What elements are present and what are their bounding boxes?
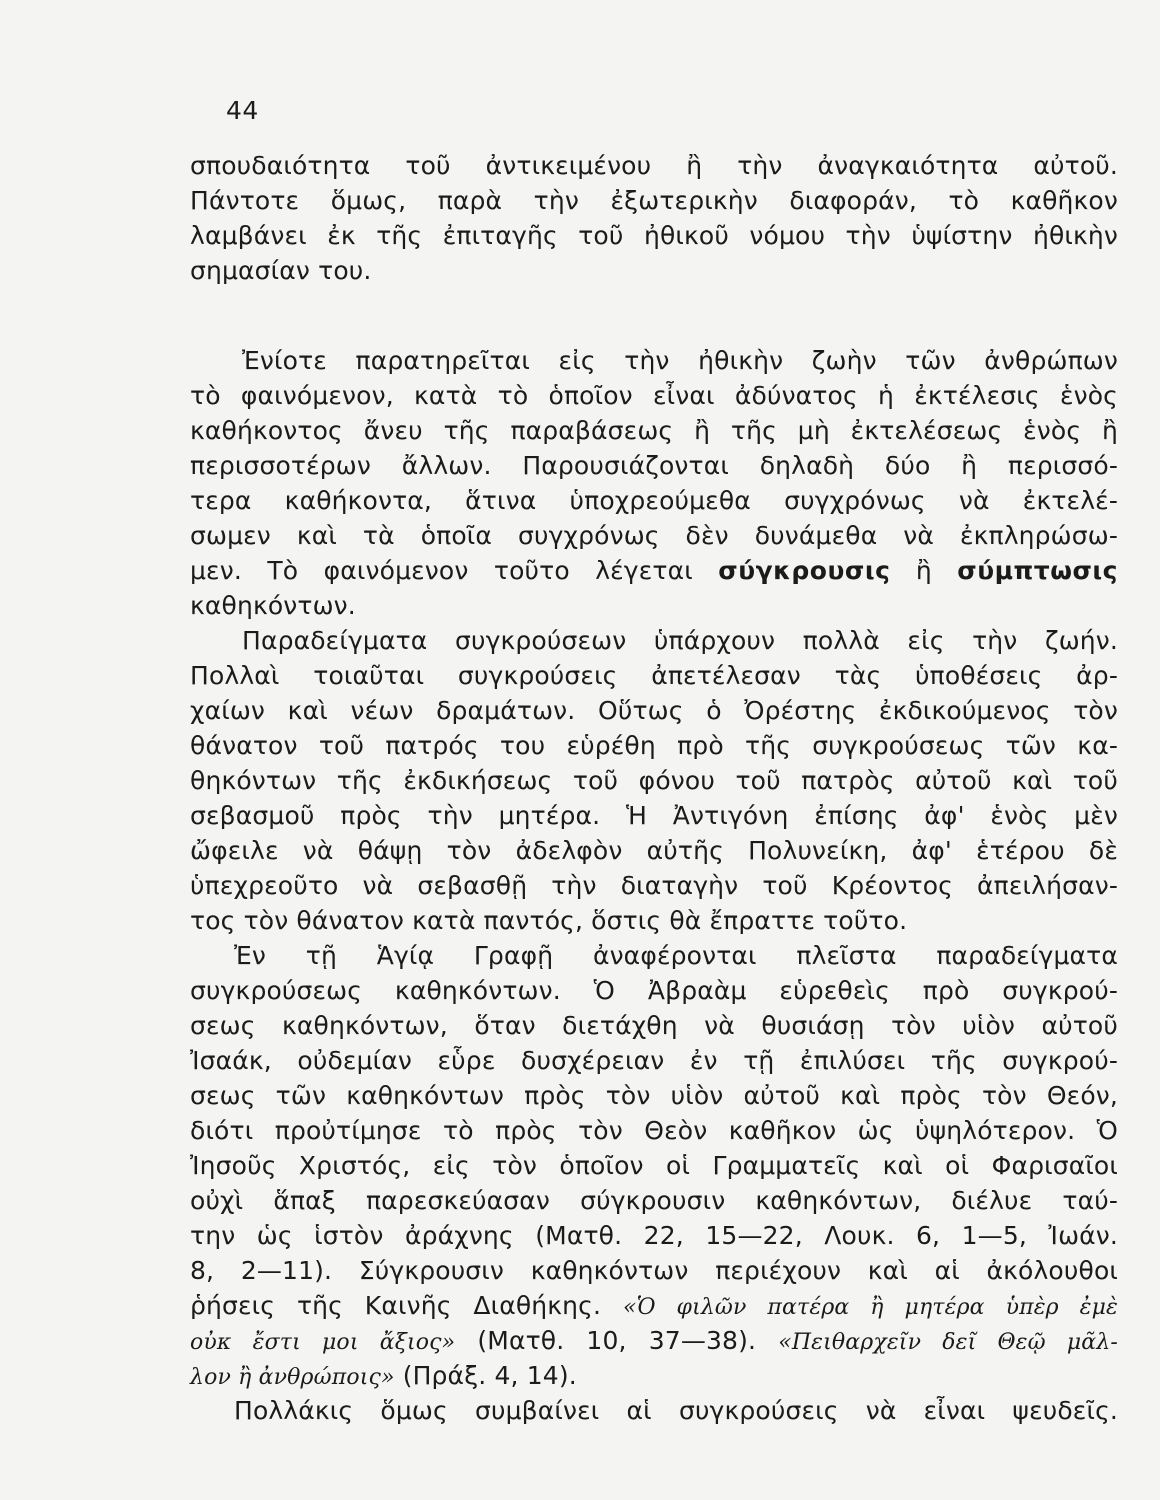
text-line: Πάντοτε ὅμως, παρὰ τὴν ἐξωτερικὴν διαφοράν, τὸ καθῆκον [190, 186, 1118, 215]
text-line: Ἐν τῇ Ἁγίᾳ Γραφῇ ἀναφέρονται πλεῖστα παραδείγματα [234, 941, 1118, 970]
text-line: ὤφειλε νὰ θάψῃ τὸν ἀδελφὸν αὐτῆς Πολυνείκη, ἀφ' ἑτέρου δὲ [190, 836, 1118, 865]
quote-italic: οὐκ ἔστι μοι ἄξιος» [190, 1330, 456, 1355]
text-line: καθηκόντων. [190, 591, 356, 620]
text-line: σπουδαιότητα τοῦ ἀντικειμένου ἢ τὴν ἀναγκαιότητα αὐτοῦ. [190, 151, 1118, 180]
text-line: διότι προὐτίμησε τὸ πρὸς τὸν Θεὸν καθῆκον ὡς ὑψηλότερον. Ὁ [190, 1116, 1118, 1145]
body-text [190, 148, 1118, 1428]
text-fragment: ῥήσεις τῆς Καινῆς Διαθήκης. [190, 1291, 623, 1320]
text-line: σημασίαν του. [190, 256, 372, 285]
text-line: περισσοτέρων ἄλλων. Παρουσιάζονται δηλαδὴ δύο ἢ περισσό- [190, 451, 1118, 480]
text-line: οὐχὶ ἅπαξ παρεσκεύασαν σύγκρουσιν καθηκόντων, διέλυε ταύ- [190, 1186, 1118, 1215]
text-line: Πολλαὶ τοιαῦται συγκρούσεις ἀπετέλεσαν τὰς ὑποθέσεις ἀρ- [190, 661, 1118, 690]
quote-italic: λον ἢ ἀνθρώποις» [190, 1365, 395, 1390]
text-line: καθήκοντος ἄνευ τῆς παραβάσεως ἢ τῆς μὴ ἐκτελέσεως ἑνὸς ἢ [190, 416, 1118, 445]
text-fragment: ἢ [890, 556, 958, 585]
paragraph-gap [190, 288, 1118, 343]
paragraph-2 [190, 343, 1118, 623]
text-line: Ἰησοῦς Χριστός, εἰς τὸν ὁποῖον οἱ Γραμματεῖς καὶ οἱ Φαρισαῖοι [190, 1151, 1118, 1180]
page-number: 44 [226, 96, 259, 125]
text-line: Ἐνίοτε παρατηρεῖται εἰς τὴν ἠθικὴν ζωὴν τῶν ἀνθρώπων [242, 346, 1118, 375]
text-line [190, 1288, 1118, 1323]
text-line: θάνατον τοῦ πατρός του εὑρέθη πρὸ τῆς συγκρούσεως τῶν κα- [190, 731, 1118, 760]
term-sygkrousis: σύγκρουσις [718, 556, 891, 585]
text-line: λαμβάνει ἐκ τῆς ἐπιταγῆς τοῦ ἠθικοῦ νόμου τὴν ὑψίστην ἠθικὴν [190, 221, 1118, 250]
quote-italic: «Πειθαρχεῖν δεῖ Θεῷ μᾶλ- [778, 1330, 1118, 1355]
text-line: τὸ φαινόμενον, κατὰ τὸ ὁποῖον εἶναι ἀδύνατος ἡ ἐκτέλεσις ἑνὸς [190, 381, 1118, 410]
text-line [190, 1358, 1118, 1393]
text-line: Παραδείγματα συγκρούσεων ὑπάρχουν πολλὰ εἰς τὴν ζωήν. [242, 626, 1118, 655]
text-fragment: μεν. Τὸ φαινόμενον τοῦτο λέγεται [190, 556, 719, 585]
text-line: τερα καθήκοντα, ἅτινα ὑποχρεούμεθα συγχρόνως νὰ ἐκτελέ- [190, 486, 1118, 515]
text-line: ὑπεχρεοῦτο νὰ σεβασθῇ τὴν διαταγὴν τοῦ Κρέοντος ἀπειλήσαν- [190, 871, 1118, 900]
text-line [190, 553, 1118, 588]
text-line: σωμεν καὶ τὰ ὁποῖα συγχρόνως δὲν δυνάμεθα νὰ ἐκπληρώσω- [190, 521, 1118, 550]
term-symptosis: σύμπτωσις [957, 556, 1118, 585]
quote-italic: «Ὁ φιλῶν πατέρα ἢ μητέρα ὑπὲρ ἐμὲ [622, 1295, 1118, 1320]
text-line: συγκρούσεως καθηκόντων. Ὁ Ἀβραὰμ εὑρεθεὶς πρὸ συγκρού- [190, 976, 1118, 1005]
text-line: σεως καθηκόντων, ὅταν διετάχθη νὰ θυσιάσῃ τὸν υἱὸν αὐτοῦ [190, 1011, 1118, 1040]
text-line: σεβασμοῦ πρὸς τὴν μητέρα. Ἡ Ἀντιγόνη ἐπίσης ἀφ' ἑνὸς μὲν [190, 801, 1118, 830]
text-line: την ὡς ἱστὸν ἀράχνης (Ματθ. 22, 15—22, Λουκ. 6, 1—5, Ἰωάν. [190, 1221, 1118, 1250]
text-line: χαίων καὶ νέων δραμάτων. Οὕτως ὁ Ὀρέστης ἐκδικούμενος τὸν [190, 696, 1118, 725]
paragraph-1 [190, 148, 1118, 288]
text-line: σεως τῶν καθηκόντων πρὸς τὸν υἱὸν αὐτοῦ καὶ πρὸς τὸν Θεόν, [190, 1081, 1118, 1110]
text-fragment: (Ματθ. 10, 37—38). [455, 1326, 779, 1355]
text-fragment: (Πράξ. 4, 14). [394, 1361, 577, 1390]
paragraph-5 [190, 1393, 1118, 1428]
text-line: Ἰσαάκ, οὐδεμίαν εὗρε δυσχέρειαν ἐν τῇ ἐπιλύσει τῆς συγκρού- [190, 1046, 1118, 1075]
text-line: τος τὸν θάνατον κατὰ παντός, ὅστις θὰ ἔπραττε τοῦτο. [190, 906, 908, 935]
text-line: 8, 2—11). Σύγκρουσιν καθηκόντων περιέχουν καὶ αἱ ἀκόλουθοι [190, 1256, 1118, 1285]
text-line [190, 1323, 1118, 1358]
text-line: Πολλάκις ὅμως συμβαίνει αἱ συγκρούσεις νὰ εἶναι ψευδεῖς. [234, 1396, 1118, 1425]
text-line: θηκόντων τῆς ἐκδικήσεως τοῦ φόνου τοῦ πατρὸς αὐτοῦ καὶ τοῦ [190, 766, 1118, 795]
paragraph-4 [190, 938, 1118, 1393]
paragraph-3 [190, 623, 1118, 938]
